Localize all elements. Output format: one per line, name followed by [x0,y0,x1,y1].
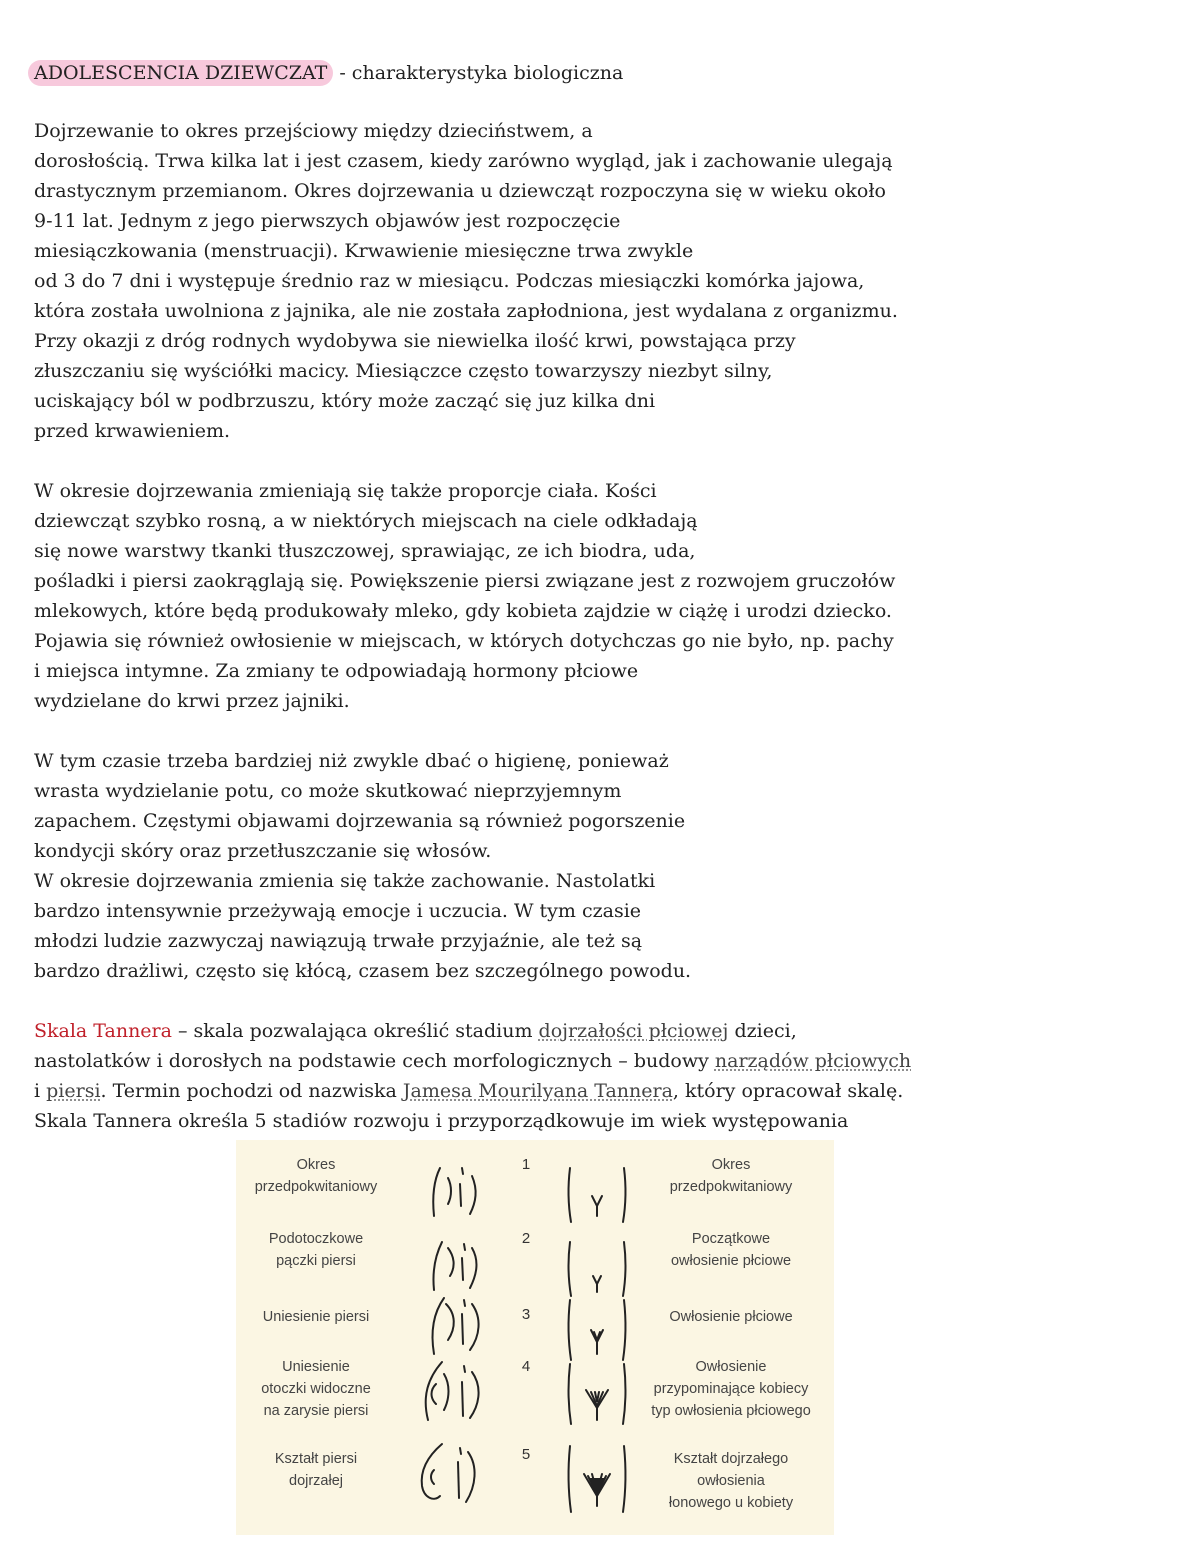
breast-stage-caption [236,1228,396,1272]
text-line: przed krwawieniem. [34,420,231,442]
caption-line: otoczki widoczne [261,1381,371,1397]
text-line [34,1076,1174,1106]
text-line: kondycji skóry oraz przetłuszczanie się włosów. [34,840,492,862]
breast-stage-caption [236,1154,396,1198]
title-highlight: ADOLESCENCIA DZIEWCZAT [28,60,333,86]
text-line: wrasta wydzielanie potu, co może skutkować nieprzyjemnym [34,780,622,802]
link-sexual-maturity[interactable]: dojrzałości płciowej [538,1020,729,1042]
caption-line: przedpokwitaniowy [254,1179,378,1195]
pubic-stage-caption [628,1228,834,1272]
text-span: i [34,1080,47,1102]
pubic-stage-caption [628,1448,834,1514]
text-line: wydzielane do krwi przez jajniki. [34,690,350,712]
caption-line: Uniesienie piersi [262,1309,370,1325]
text-line: dorosłością. Trwa kilka lat i jest czasem, kiedy zarówno wygląd, jak i zachowanie ulegają [34,150,893,172]
text-line: dziewcząt szybko rosną, a w niektórych miejscach na ciele odkładają [34,510,698,532]
text-span: , który opracował skalę. [672,1080,904,1102]
tanner-term: Skala Tannera [34,1020,172,1042]
title-subtitle: - charakterystyka biologiczna [333,62,624,84]
stage-number: 5 [521,1446,531,1463]
pubic-stage-4-icon [562,1362,632,1426]
text-line [34,1046,1174,1076]
text-line: bardzo intensywnie przeżywają emocje i uczucia. W tym czasie [34,900,642,922]
text-line: uciskający ból w podbrzuszu, który może zacząć się juz kilka dni [34,390,656,412]
caption-line: Kształt dojrzałego [673,1451,789,1467]
breast-stage-4-icon [416,1358,496,1424]
paragraph-hygiene-behaviour [34,746,1174,986]
caption-line: Okres [711,1157,751,1173]
pubic-stage-caption [628,1154,834,1198]
text-line: 9-11 lat. Jednym z jego pierwszych objawów jest rozpoczęcie [34,210,621,232]
caption-line: Owłosienie [695,1359,767,1375]
text-line: bardzo drażliwi, często się kłócą, czasem bez szczególnego powodu. [34,960,692,982]
caption-line: Podotoczkowe [268,1231,364,1247]
text-line: od 3 do 7 dni i występuje średnio raz w miesiącu. Podczas miesiączki komórka jajowa, [34,270,865,292]
text-line: się nowe warstwy tkanki tłuszczowej, sprawiając, ze ich biodra, uda, [34,540,696,562]
document-title [34,58,1174,88]
text-line: zapachem. Częstymi objawami dojrzewania są również pogorszenie [34,810,686,832]
stage-row [236,1228,834,1306]
breast-stage-caption [236,1356,396,1422]
text-line: miesiączkowania (menstruacji). Krwawienie miesięczne trwa zwykle [34,240,694,262]
breast-stage-3-icon [426,1294,496,1358]
caption-line: typ owłosienia płciowego [651,1403,811,1419]
text-line: drastycznym przemianom. Okres dojrzewania u dziewcząt rozpoczyna się w wieku około [34,180,886,202]
text-line [34,1016,1174,1046]
text-line: Pojawia się również owłosienie w miejscach, w których dotychczas go nie było, np. pachy [34,630,894,652]
caption-line: przedpokwitaniowy [669,1179,793,1195]
caption-line: dojrzałej [289,1473,343,1489]
caption-line: Okres [296,1157,336,1173]
text-line: która została uwolniona z jajnika, ale nie została zapłodniona, jest wydalana z organizmu. [34,300,898,322]
breast-stage-caption [236,1448,396,1492]
stage-row [236,1448,834,1526]
text-span: – skala pozwalająca określić stadium [171,1020,539,1042]
stage-row [236,1154,834,1232]
paragraph-tanner-scale [34,1016,1174,1136]
stage-number: 3 [521,1306,531,1323]
pubic-stage-1-icon [562,1164,632,1224]
text-span: nastolatków i dorosłych na podstawie cech morfologicznych – budowy [34,1050,715,1072]
pubic-stage-caption [628,1356,834,1422]
paragraph-body-changes [34,476,1174,716]
text-line: Przy okazji z dróg rodnych wydobywa sie niewielka ilość krwi, powstająca przy [34,330,796,352]
text-line: W okresie dojrzewania zmienia się także zachowanie. Nastolatki [34,870,656,892]
stage-number: 1 [521,1156,531,1173]
pubic-stage-3-icon [562,1298,632,1362]
document-page [34,58,1174,1166]
caption-line: łonowego u kobiety [668,1495,794,1511]
pubic-stage-caption [628,1306,834,1328]
text-span: dzieci, [728,1020,797,1042]
caption-line: owłosienia [697,1473,765,1489]
link-sexual-organs[interactable]: narządów płciowych [714,1050,912,1072]
paragraph-menstruation [34,116,1174,446]
tanner-scale-figure [236,1140,834,1535]
text-line: W okresie dojrzewania zmieniają się także proporcje ciała. Kości [34,480,657,502]
text-line: mlekowych, które będą produkowały mleko, gdy kobieta zajdzie w ciążę i urodzi dziecko. [34,600,892,622]
caption-line: przypominające kobiecy [653,1381,809,1397]
breast-stage-2-icon [426,1236,496,1294]
stage-row [236,1356,834,1434]
stage-number: 4 [521,1358,531,1375]
link-james-tanner[interactable]: Jamesa Mourilyana Tannera [402,1080,673,1102]
caption-line: na zarysie piersi [263,1403,369,1419]
stage-number: 2 [521,1230,531,1247]
caption-line: Owłosienie płciowe [669,1309,793,1325]
caption-line: Kształt piersi [274,1451,358,1467]
text-line: złuszczaniu się wyściółki macicy. Miesiączce często towarzyszy niezbyt silny, [34,360,773,382]
pubic-stage-5-icon [562,1444,632,1514]
text-line: Dojrzewanie to okres przejściowy między dzieciństwem, a [34,120,593,142]
caption-line: owłosienie płciowe [670,1253,792,1269]
text-line: pośladki i piersi zaokrąglają się. Powiększenie piersi związane jest z rozwojem gruczołów [34,570,896,592]
text-line: młodzi ludzie zazwyczaj nawiązują trwałe przyjaźnie, ale też są [34,930,643,952]
caption-line: pączki piersi [276,1253,356,1269]
link-breasts[interactable]: piersi [46,1080,101,1102]
text-line: Skala Tannera określa 5 stadiów rozwoju i przyporządkowuje im wiek występowania [34,1110,849,1132]
breast-stage-1-icon [426,1162,496,1220]
pubic-stage-2-icon [562,1238,632,1298]
breast-stage-caption [236,1306,396,1328]
text-line: i miejsca intymne. Za zmiany te odpowiadają hormony płciowe [34,660,639,682]
caption-line: Początkowe [691,1231,771,1247]
text-span: . Termin pochodzi od nazwiska [100,1080,403,1102]
breast-stage-5-icon [412,1440,496,1510]
caption-line: Uniesienie [282,1359,350,1375]
text-line: W tym czasie trzeba bardziej niż zwykle dbać o higienę, ponieważ [34,750,669,772]
